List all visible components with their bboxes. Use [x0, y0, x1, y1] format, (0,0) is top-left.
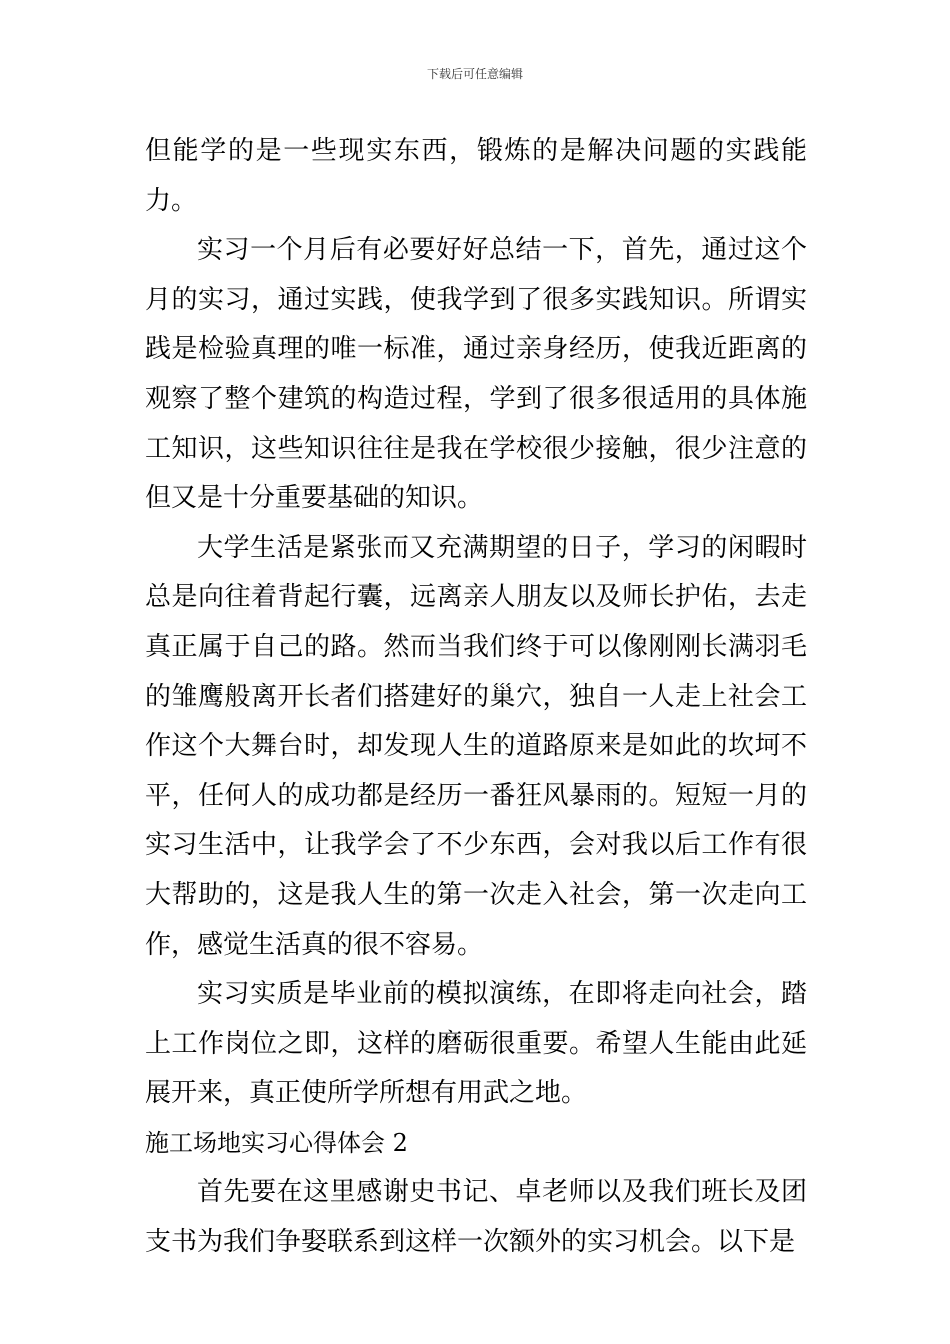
- paragraph-4: 实习实质是毕业前的模拟演练，在即将走向社会，踏上工作岗位之即，这样的磨砺很重要。希望人生能由此延展开来，真正使所学所想有用武之地。: [145, 979, 807, 1109]
- paragraph-2: 实习一个月后有必要好好总结一下，首先，通过这个月的实习，通过实践，使我学到了很多实践知识。所谓实践是检验真理的唯一标准，通过亲身经历，使我近距离的观察了整个建筑的构造过程，学到了很多很适用的具体施工知识，这些知识往往是我在学校很少接触，很少注意的但又是十分重要基础的知识。: [145, 235, 807, 514]
- document-body: [145, 127, 807, 1268]
- paragraph-1: 但能学的是一些现实东西，锻炼的是解决问题的实践能力。: [145, 136, 807, 216]
- header-note: 下载后可任意编辑: [426, 67, 523, 81]
- paragraph-5: 首先要在这里感谢史书记、卓老师以及我们班长及团支书为我们争娶联系到这样一次额外的实习机会。以下是: [145, 1177, 807, 1258]
- paragraph-3: 大学生活是紧张而又充满期望的日子，学习的闲暇时总是向往着背起行囊，远离亲人朋友以及师长护佑，去走真正属于自己的路。然而当我们终于可以像刚刚长满羽毛的雏鹰般离开长者们搭建好的巢穴，独自一人走上社会工作这个大舞台时，却发现人生的道路原来是如此的坎坷不平，任何人的成功都是经历一番狂风暴雨的。短短一月的实习生活中，让我学会了不少东西，会对我以后工作有很大帮助的，这是我人生的第一次走入社会，第一次走向工作，感觉生活真的很不容易。: [145, 532, 807, 960]
- section-title: 施工场地实习心得体会 2: [145, 1128, 408, 1157]
